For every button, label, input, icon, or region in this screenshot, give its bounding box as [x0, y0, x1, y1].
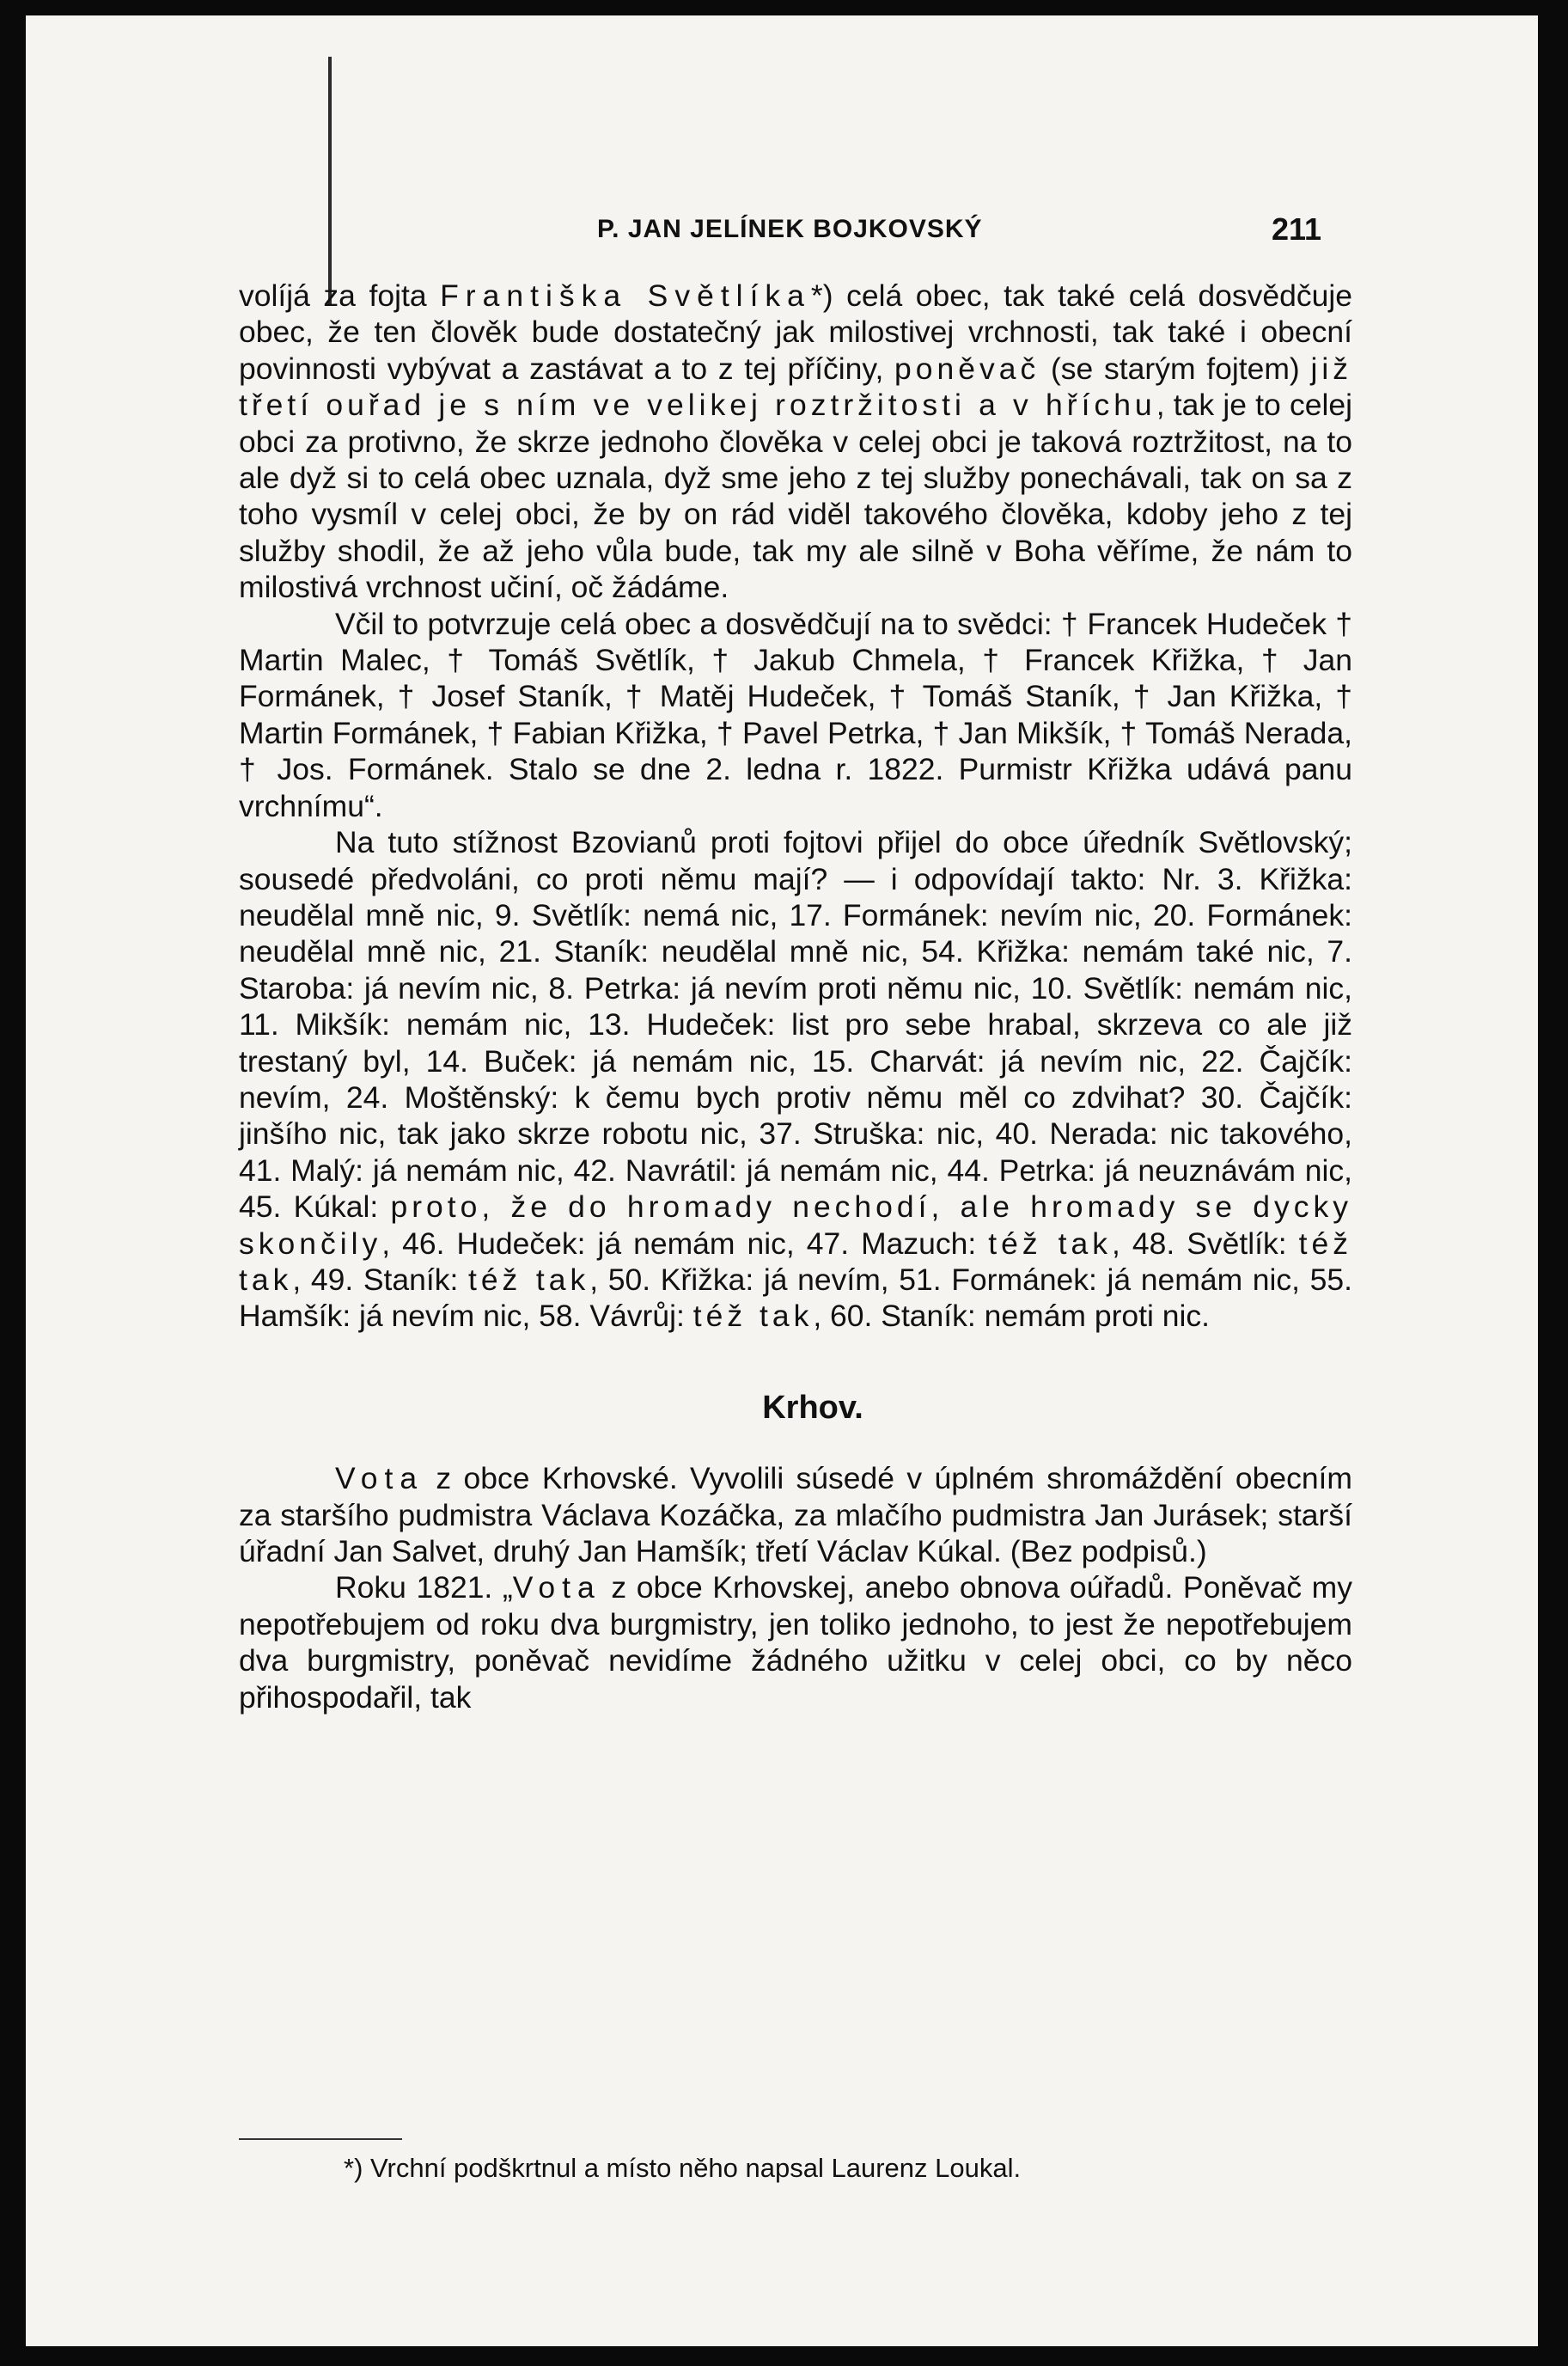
- paragraph-4: [239, 1460, 1352, 1569]
- spaced-phrase: proto, že do hromady nechodí, ale hromady se dycky skončily: [239, 1189, 1352, 1261]
- text-run: z obce Krhovské. Vyvolili súsedé v úplném shromáždění obecním za staršího pudmistra Václava Kozáčka, za mlačího pudmistra Jan Jurásek; starší úřadní Jan Salvet, druhý Jan Hamšík; třetí Václav Kúkal. (Bez podpisů.): [239, 1461, 1352, 1568]
- text-run: , 48. Světlík:: [1112, 1226, 1299, 1261]
- text-run: , 49. Staník:: [292, 1262, 468, 1297]
- text-run: Na tuto stížnost Bzovianů proti fojtovi přijel do obce úředník Světlovský; sousedé předvoláni, co proti němu mají? — i odpovídají takto: Nr. 3. Křižka: neudělal mně nic, 9. Světlík: nemá nic, 17. Formánek: nevím nic, 20. Formánek: neudělal mně nic, 21. Staník: neudělal mně nic, 54. Křižka: nemám také nic, 7. Staroba: já nevím nic, 8. Petrka: já nevím proti němu nic, 10. Světlík: nemám nic, 11. Mikšík: nemám nic, 13. Hudeček: list pro sebe hrabal, skrzeva co ale již trestaný byl, 14. Buček: já nemám nic, 15. Charvát: já nevím nic, 22. Čajčík: nevím, 24. Moštěnský: k čemu bych protiv němu měl co zdvihat? 30. Čajčík: jinšího nic, tak jako skrze robotu nic, 37. Struška: nic, 40. Nerada: nic takového, 41. Malý: já nemám nic, 42. Navrátil: já nemám nic, 44. Petrka: já neuznávám nic, 45. Kúkal:: [239, 825, 1352, 1225]
- spaced-word: poněvač: [894, 351, 1040, 386]
- book-page: [26, 15, 1538, 2346]
- section-title: Krhov.: [762, 1389, 863, 1426]
- spaced-phrase: též tak: [467, 1262, 590, 1297]
- spaced-phrase: též tak: [692, 1299, 814, 1334]
- spaced-word: Vota: [512, 1570, 601, 1605]
- spaced-name: Františka Světlíka: [440, 278, 811, 313]
- text-run: *) celá obec, tak také celá dosvědčuje obec, že ten člověk bude dostatečný jak milostivej vrchnosti, tak také i obecní povinnosti vybývat a zastávat a to z tej příčiny,: [239, 278, 1352, 386]
- text-run: , 46. Hudeček: já nemám nic, 47. Mazuch:: [381, 1226, 989, 1261]
- body-text: [239, 278, 1352, 1715]
- paragraph-3: [239, 824, 1352, 1335]
- margin-rule: [328, 57, 332, 306]
- text-run: z obce Krhovskej, anebo obnova oúřadů. Poněvač my nepotřebujem od roku dva burgmistry, jen toliko jednoho, to jest že nepotřebujem dva burgmistry, poněvač nevidíme žádného užitku v celej obci, co by něco přihospodařil, tak: [239, 1570, 1352, 1715]
- paragraph-5: [239, 1569, 1352, 1715]
- text-run: , tak je to celej obci za protivno, že skrze jednoho člověka v celej obci je taková roztržitost, na to ale dyž si to celá obec uznala, dyž sme jeho z tej služby ponechávali, tak on sa z toho vysmíl v celej obci, že by on rád viděl takového člověka, kdoby jeho z tej služby shodil, že až jeho vůla bude, tak my ale silně v Boha věříme, že nám to milostivá vrchnost učiní, oč žádáme.: [239, 388, 1353, 605]
- text-run: volíjá za fojta: [239, 278, 441, 313]
- footnote: *) Vrchní podškrtnul a místo něho napsal Laurenz Loukal.: [344, 2153, 1022, 2183]
- page-header: [26, 206, 1538, 258]
- text-run: , 50. Křižka: já nevím, 51. Formánek: já nemám nic, 55. Hamšík: já nevím nic, 58. Vávrůj:: [239, 1262, 1353, 1334]
- text-run: (se starým fojtem): [1040, 351, 1311, 386]
- running-title: P. JAN JELÍNEK BOJKOVSKÝ: [597, 215, 983, 243]
- spaced-phrase: již třetí ouřad je s ním ve velikej roztržitosti a v hříchu: [239, 351, 1352, 423]
- text-run: Roku 1821. „: [335, 1570, 513, 1605]
- spaced-phrase: též tak: [988, 1226, 1113, 1261]
- page-number: 211: [1272, 211, 1322, 247]
- spaced-phrase: též tak: [239, 1226, 1353, 1297]
- footnote-rule: [239, 2138, 402, 2140]
- paragraph-2: Včil to potvrzuje celá obec a dosvědčují na to svědci: † Francek Hudeček † Martin Malec, † Tomáš Světlík, † Jakub Chmela, † Francek Křižka, † Jan Formánek, † Josef Staník, † Matěj Hudeček, † Tomáš Staník, † Jan Křižka, † Martin Formánek, † Fabian Křižka, † Pavel Petrka, † Jan Mikšík, † Tomáš Nerada, † Jos. Formánek. Stalo se dne 2. ledna r. 1822. Purmistr Křižka udává panu vrchnímu“.: [239, 606, 1352, 823]
- text-run: , 60. Staník: nemám proti nic.: [813, 1299, 1211, 1334]
- paragraph-1: [239, 278, 1352, 606]
- spaced-word: Vota: [335, 1461, 424, 1496]
